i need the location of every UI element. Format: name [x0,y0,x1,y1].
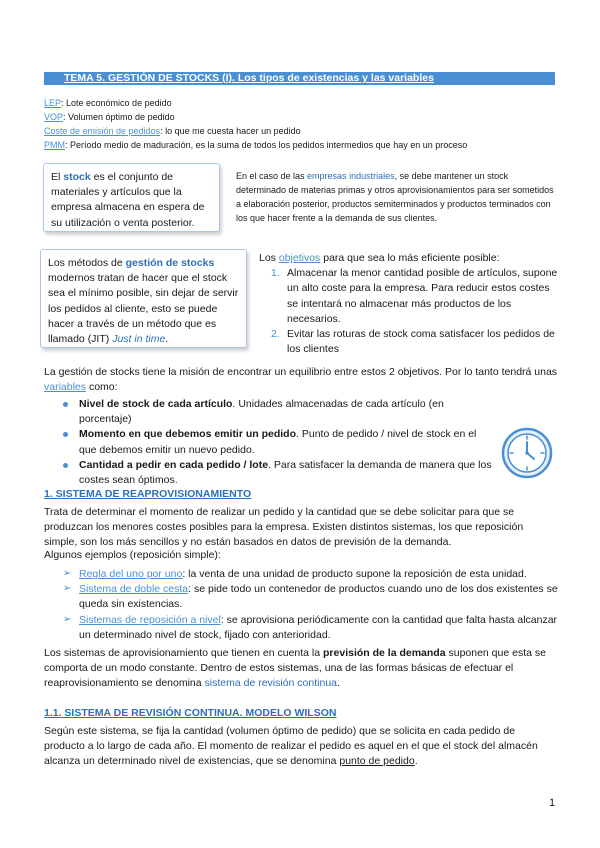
arrow-icon: ➢ [63,613,72,625]
abbreviation-line [44,139,467,152]
text: En el caso de las [236,171,308,181]
stock-term: stock [63,171,91,183]
variables-list [44,397,494,488]
methods-box [40,249,247,348]
variables-intro [44,365,558,395]
text: modernos tratan de hacer que el stock sea el mínimo posible, sin dejar de servir los pedidos al cliente, esto se puede hacer a través de un método que es llamado (JIT) [48,272,239,346]
text: para que sea lo más eficiente posible: [320,252,500,264]
examples-list [44,567,558,643]
text: Los [259,252,279,264]
underlined-term: punto de pedido [339,755,415,768]
text: . Para satisfacer la demanda de manera que los costes sean óptimos. [79,458,492,487]
bold-text: previsión de la demanda [323,647,446,659]
abbr-key[interactable]: VOP [44,112,64,122]
objectives-list [259,266,559,357]
arrow-icon: ➢ [63,568,72,579]
list-number: 1. [271,267,280,280]
text: : se aprovisiona periódicamente con la cantidad que falta hasta alcanzar un determinado nivel de stock, fijado con anterioridad. [79,613,558,641]
section-heading: 1. SISTEMA DE REAPROVISIONAMIENTO [44,488,252,500]
abbr-desc: : lo que me cuesta hacer un pedido [160,126,301,136]
section11-paragraph [44,724,558,770]
list-item [44,458,494,488]
list-number: 2. [271,328,280,341]
text: Los métodos de [48,257,126,269]
list-text: Almacenar la menor cantidad posible de artículos, supone un alto coste para la empresa. Para reducir estos costes se intentará no almacenar más productos de los necesarios. [287,267,558,325]
abbr-key[interactable]: PMM [44,140,65,150]
list-item [259,327,559,357]
text: : se pide todo un contenedor de productos cuando uno de los dos existentes se queda sin existencias. [79,583,558,611]
bold-text: Momento en que debemos emitir un pedido [79,428,297,441]
bold-text: Cantidad a pedir en cada pedido / lote [79,458,269,471]
abbr-desc: : Período medio de maduración, es la suma de todos los pedidos intermedios que hay en un proceso [65,140,468,150]
text: . [337,677,340,690]
continuous-review-term: sistema de revisión continua [204,677,338,690]
examples-intro: Algunos ejemplos (reposición simple): [44,549,221,561]
text: . Unidades almacenadas de cada artículo (en porcentaje) [79,398,444,426]
industrial-paragraph [236,170,558,226]
list-item [44,613,558,643]
list-item [44,427,494,457]
bold-text: Nivel de stock de cada artículo [79,398,233,410]
text: como: [86,381,118,394]
text: El [51,171,64,183]
page-number: 1 [549,797,556,809]
variables-link[interactable]: variables [44,381,87,394]
page-title: TEMA 5. GESTIÓN DE STOCKS (I). Los tipos de existencias y las variables [44,72,555,85]
text: La gestión de stocks tiene la misión de encontrar un equilibrio entre estos 2 objetivos. Por lo tanto tendrá unas [44,366,558,378]
clock-icon [501,427,553,479]
section1-closing [44,646,558,692]
text: . [414,755,418,768]
text: , se debe mantener un stock determinado de materias primas y otros aprovisionamientos para ser sometidos a elaboración posterior, productos semiterminados y productos terminados con los que hacer frente a la demanda de sus clientes. [236,171,554,223]
bullet-icon [63,463,68,468]
objectives-block [259,251,559,358]
list-item [44,397,494,427]
abbreviation-line [44,125,301,138]
text: es el conjunto de materiales y artículos que la empresa almacena en espera de su utilización o venta posterior. [51,171,205,229]
abbr-desc: : Lote económico de pedido [61,98,172,108]
abbreviation-line [44,97,172,110]
objectives-link[interactable]: objetivos [278,252,321,264]
text: . Punto de pedido / nivel de stock en el que debemos emitir un nuevo pedido. [79,428,477,456]
industrial-term: empresas industriales [307,171,395,181]
list-item [259,266,559,327]
abbr-desc: : Volumen óptimo de pedido [63,112,175,122]
text: suponen que esta se comporta de un modo constante. Dentro de estos sistemas, una de las formas básicas de efectuar el reaprovisionamiento se denomina [44,647,546,690]
jit-term: Just in time [112,333,166,346]
example-link[interactable]: Sistemas de reposición a nivel [79,613,221,626]
section1-paragraph: Trata de determinar el momento de realizar un pedido y la cantidad que se debe solicitar para que se produzcan los menores costes posibles para la empresa. Existen distintos sistemas, los que reposición simple, son los más sencillos y no están basados en datos de previsión de la demanda. [44,506,524,549]
abbr-key[interactable]: Coste de emisión de pedidos [44,126,161,136]
text: : la venta de una unidad de producto supone la reposición de esta unidad. [182,568,527,580]
example-link[interactable]: Regla del uno por uno [79,568,183,580]
abbr-key[interactable]: LEP [44,98,62,108]
list-item [44,567,558,582]
objectives-intro [259,251,559,266]
text: . [165,333,169,346]
list-text: Evitar las roturas de stock coma satisfacer los pedidos de los clientes [287,328,555,356]
text: Los sistemas de aprovisionamiento que tienen en cuenta la [44,647,324,659]
arrow-icon: ➢ [63,583,72,595]
example-link[interactable]: Sistema de doble cesta [79,583,189,596]
bullet-icon [63,402,68,407]
text: Según este sistema, se fija la cantidad (volumen óptimo de pedido) que se solicita en cada pedido de producto a lo largo de cada año. El momento de realizar el pedido es aquel en el que el stock del almacén alcanza un determinado nivel de existencias, que se denomina [44,725,538,768]
abbreviation-line [44,111,175,124]
methods-term: gestión de stocks [125,257,215,269]
list-item [44,582,558,612]
section-heading: 1.1. SISTEMA DE REVISIÓN CONTINUA. MODELO WILSON [44,707,337,719]
stock-definition-box [43,163,220,232]
bullet-icon [63,432,68,437]
